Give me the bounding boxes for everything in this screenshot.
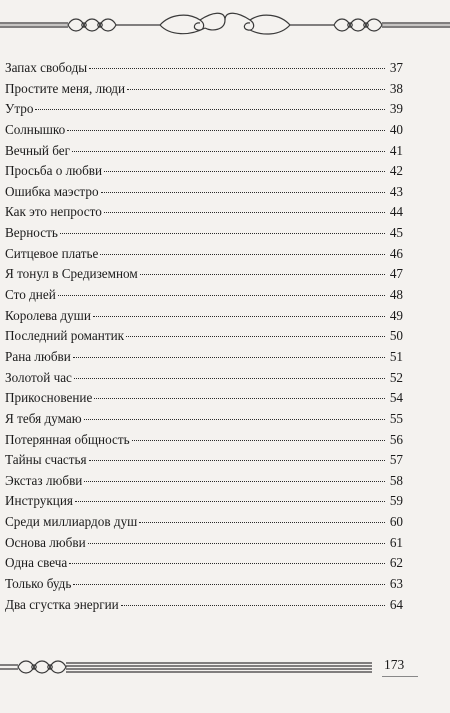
dot-leader — [74, 378, 385, 379]
toc-entry — [5, 244, 403, 265]
dot-leader — [104, 171, 385, 172]
toc-entry-page: 56 — [389, 431, 403, 447]
toc-entry — [5, 141, 403, 162]
toc-entry-page: 48 — [389, 287, 403, 303]
dot-leader — [69, 563, 385, 564]
toc-entry-title: Основа любви — [5, 534, 86, 550]
dot-leader — [121, 605, 385, 606]
toc-entry-page: 51 — [389, 348, 403, 364]
dot-leader — [88, 543, 385, 544]
dot-leader — [94, 398, 385, 399]
toc-entry-title: Прикосновение — [5, 390, 93, 406]
toc-entry — [5, 202, 403, 223]
toc-entry — [5, 347, 403, 368]
toc-entry-title: Как это непросто — [5, 204, 102, 220]
toc-entry-page: 37 — [389, 60, 403, 75]
toc-entry-page: 47 — [389, 266, 403, 282]
toc-entry — [5, 574, 403, 595]
toc-entry-title: Инструкция — [5, 493, 73, 509]
toc-entry-title: Потерянная общность — [5, 431, 130, 447]
toc-entry-page: 43 — [389, 183, 403, 199]
toc-entry-title: Ситцевое платье — [5, 245, 99, 261]
toc-entry — [5, 512, 403, 533]
toc-entry-title: Утро — [5, 101, 34, 117]
toc-entry-page: 59 — [389, 493, 403, 509]
toc-entry — [5, 409, 403, 430]
toc-entry — [5, 450, 403, 471]
toc-entry — [5, 471, 403, 492]
toc-entry — [5, 223, 403, 244]
toc-entry-page: 39 — [389, 101, 403, 117]
dot-leader — [72, 151, 385, 152]
dot-leader — [93, 316, 385, 317]
toc-entry-title: Рана любви — [5, 348, 71, 364]
toc-entry — [5, 533, 403, 554]
toc-entry-title: Два сгустка энергии — [5, 596, 119, 612]
dot-leader — [139, 522, 385, 523]
toc-entry — [5, 79, 403, 100]
page-number-rule — [382, 676, 418, 677]
dot-leader — [58, 295, 385, 296]
dot-leader — [73, 357, 385, 358]
header-ornament — [0, 6, 450, 46]
dot-leader — [89, 460, 385, 461]
dot-leader — [75, 501, 385, 502]
dot-leader — [101, 192, 385, 193]
dot-leader — [73, 584, 385, 585]
toc-entry — [5, 595, 403, 616]
toc-entry-title: Я тонул в Средиземном — [5, 266, 138, 282]
toc-entry — [5, 368, 403, 389]
dot-leader — [67, 130, 385, 131]
toc-entry-page: 63 — [389, 576, 403, 592]
toc-entry-title: Тайны счастья — [5, 452, 87, 468]
toc-entry — [5, 388, 403, 409]
toc-entry-page: 64 — [389, 596, 403, 612]
toc-entry-title: Запах свободы — [5, 60, 88, 75]
toc-entry-title: Вечный бег — [5, 142, 71, 158]
footer-ornament — [0, 648, 375, 688]
dot-leader — [35, 109, 385, 110]
toc-entry — [5, 491, 403, 512]
toc-entry-page: 55 — [389, 410, 403, 426]
dot-leader — [84, 481, 385, 482]
toc-entry-title: Я тебя думаю — [5, 410, 82, 426]
toc-entry-title: Золотой час — [5, 369, 72, 385]
dot-leader — [127, 89, 385, 90]
dot-leader — [132, 440, 385, 441]
toc-entry-page: 57 — [389, 452, 403, 468]
toc-entry-page: 45 — [389, 225, 403, 241]
toc-entry-page: 54 — [389, 390, 403, 406]
toc-entry-title: Простите меня, люди — [5, 80, 126, 96]
toc-entry — [5, 430, 403, 451]
toc-entry-page: 52 — [389, 369, 403, 385]
toc-entry-title: Только будь — [5, 576, 72, 592]
toc-entry — [5, 326, 403, 347]
toc-entry — [5, 99, 403, 120]
toc-entry — [5, 120, 403, 141]
dot-leader — [126, 336, 385, 337]
toc-entry-page: 50 — [389, 328, 403, 344]
dot-leader — [104, 212, 385, 213]
toc-entry-page: 46 — [389, 245, 403, 261]
page-number: 173 — [384, 657, 405, 672]
dot-leader — [60, 233, 385, 234]
toc-entry — [5, 58, 403, 79]
toc-entry-title: Последний романтик — [5, 328, 125, 344]
toc-entry-page: 40 — [389, 121, 403, 137]
toc-entry — [5, 285, 403, 306]
toc-entry-title: Просьба о любви — [5, 163, 103, 179]
toc-entry-title: Среди миллиардов душ — [5, 514, 138, 530]
toc-entry-title: Одна свеча — [5, 555, 68, 571]
toc-entry-title: Ошибка маэстро — [5, 183, 99, 199]
dot-leader — [140, 274, 385, 275]
toc-entry-page: 62 — [389, 555, 403, 571]
toc-entry-title: Экстаз любви — [5, 472, 83, 488]
toc-entry-page: 61 — [389, 534, 403, 550]
dot-leader — [100, 254, 385, 255]
toc-entry — [5, 182, 403, 203]
toc-entry-page: 49 — [389, 307, 403, 323]
toc-entry-title: Верность — [5, 225, 58, 241]
toc-entry — [5, 161, 403, 182]
toc-entry-title: Солнышко — [5, 121, 66, 137]
toc-entry-title: Королева души — [5, 307, 91, 323]
toc-entry-page: 41 — [389, 142, 403, 158]
dot-leader — [89, 68, 385, 69]
toc-entry-title: Сто дней — [5, 287, 56, 303]
table-of-contents — [5, 58, 403, 615]
toc-entry-page: 38 — [389, 80, 403, 96]
toc-entry-page: 58 — [389, 472, 403, 488]
toc-entry-page: 42 — [389, 163, 403, 179]
toc-entry-page: 60 — [389, 514, 403, 530]
toc-entry — [5, 264, 403, 285]
toc-entry — [5, 553, 403, 574]
dot-leader — [84, 419, 385, 420]
toc-entry-page: 44 — [389, 204, 403, 220]
toc-entry — [5, 306, 403, 327]
